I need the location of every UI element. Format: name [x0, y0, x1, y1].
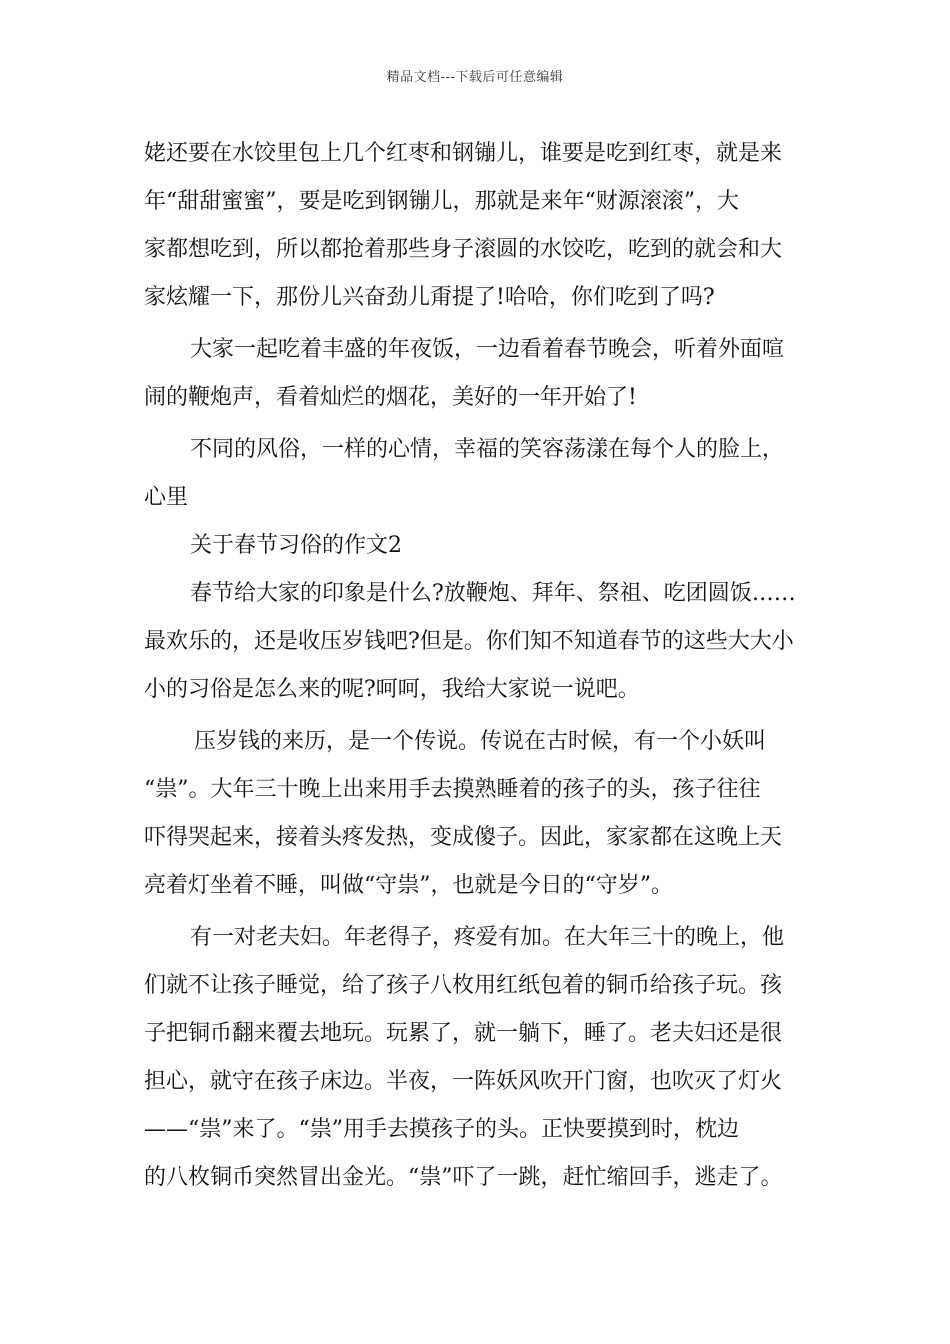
text-line: 心里	[144, 485, 189, 510]
text-line: “祟”。大年三十晚上出来用手去摸熟睡着的孩子的头，孩子往往	[144, 777, 761, 802]
text-line: 家都想吃到，所以都抢着那些身子滚圆的水饺吃，吃到的就会和大	[144, 237, 783, 262]
text-line: 年“甜甜蜜蜜”，要是吃到钢镚儿，那就是来年“财源滚滚”，大	[144, 189, 739, 214]
document-body	[144, 130, 834, 1202]
text-line: 小的习俗是怎么来的呢?呵呵，我给大家说一说吧。	[144, 677, 640, 702]
section-title: 关于春节习俗的作文2	[190, 533, 402, 558]
text-line: 有一对老夫妇。年老得子，疼爱有加。在大年三十的晚上，他	[190, 925, 785, 950]
text-line: 子把铜币翻来覆去地玩。玩累了，就一躺下，睡了。老夫妇还是很	[144, 1021, 783, 1046]
text-line: ——“祟”来了。“祟”用手去摸孩子的头。正快要摸到时，枕边	[144, 1117, 739, 1142]
text-line: 不同的风俗，一样的心情，幸福的笑容荡漾在每个人的脸上，	[190, 437, 785, 462]
text-line: 闹的鞭炮声，看着灿烂的烟花，美好的一年开始了!	[144, 385, 637, 410]
text-line: 大家一起吃着丰盛的年夜饭，一边看着春节晚会，听着外面喧	[190, 337, 785, 362]
page-header: 精品文档---下载后可任意编辑	[386, 70, 564, 85]
text-line: 担心，就守在孩子床边。半夜，一阵妖风吹开门窗，也吹灭了灯火	[144, 1069, 783, 1094]
text-line: 们就不让孩子睡觉，给了孩子八枚用红纸包着的铜币给孩子玩。孩	[144, 973, 783, 998]
text-line: 吓得哭起来，接着头疼发热，变成傻子。因此，家家都在这晚上天	[144, 825, 783, 850]
text-line: 压岁钱的来历，是一个传说。传说在古时候，有一个小妖叫	[194, 729, 767, 754]
text-line: 最欢乐的，还是收压岁钱吧?但是。你们知不知道春节的这些大大小	[144, 629, 794, 654]
text-line: 亮着灯坐着不睡，叫做“守祟”，也就是今日的“守岁”。	[144, 873, 673, 898]
text-line: 姥还要在水饺里包上几个红枣和钢镚儿，谁要是吃到红枣，就是来	[144, 141, 783, 166]
text-line: 春节给大家的印象是什么?放鞭炮、拜年、祭祖、吃团圆饭……	[190, 581, 796, 606]
text-line: 的八枚铜币突然冒出金光。“祟”吓了一跳，赶忙缩回手，逃走了。	[144, 1165, 783, 1190]
text-line: 家炫耀一下，那份儿兴奋劲儿甭提了!哈哈，你们吃到了吗?	[144, 285, 715, 310]
